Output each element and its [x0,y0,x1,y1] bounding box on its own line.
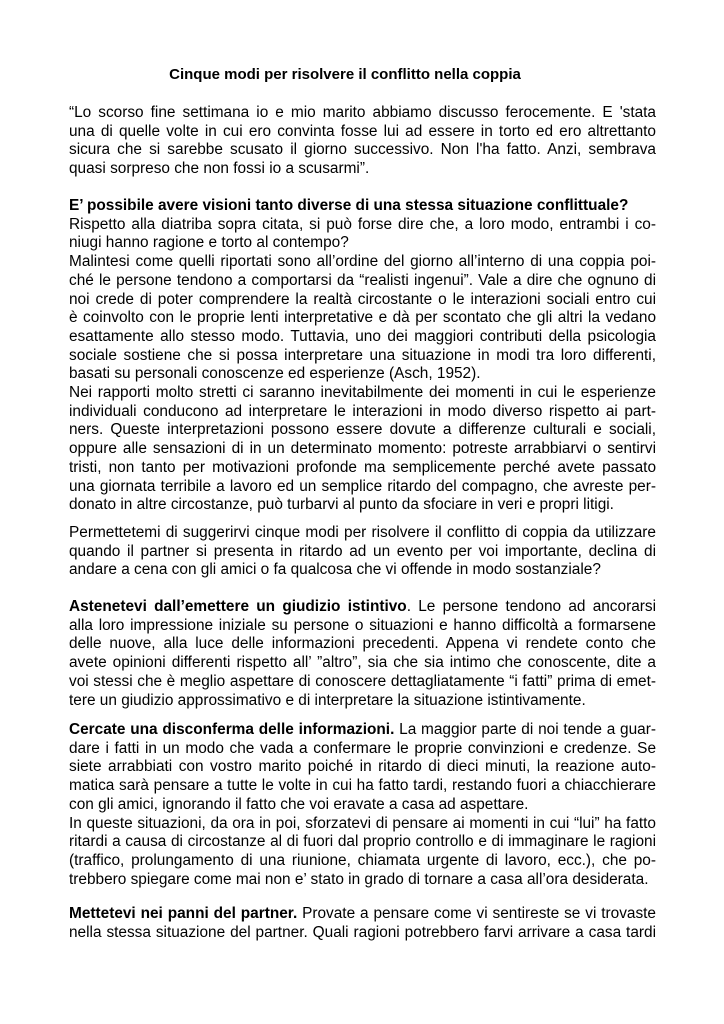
text-line: Rispetto alla diatriba sopra citata, si può forse dire che, a loro modo, entrambi i co- [69,215,656,233]
section-1-heading: E’ possibile avere visioni tanto diverse di una stessa situazione conflittuale? [69,197,629,214]
text-line: individuali conducono ad interpretare le interazioni in modo diverso rispetto ai part- [69,402,656,420]
text-line: una di quelle volte in cui ero convinta fosse lui ad essere in torto ed ero altrettanto [69,122,656,140]
five-ways-intro-paragraph [69,524,656,580]
text-line: tristi, non tanto per motivazioni profonde ma semplicemente perché avete passato [69,458,656,476]
text-line: noi crede di poter comprendere la realtà circostante o le interazioni sociali entro cui [69,290,656,308]
text-line: nella stessa situazione del partner. Quali ragioni potrebbero farvi arrivare a casa tardi [69,923,656,941]
text-line: sociale sostiene che si possa interpretare una situazione in modi tra loro differenti, [69,346,656,364]
text-line: esattamente allo stesso modo. Tuttavia, uno dei maggiori contributi della psicologia [69,327,656,345]
text-line: una giornata terribile a lavoro ed un semplice ritardo del compagno, che avreste per- [69,477,656,495]
document-title: Cinque modi per risolvere il conflitto nella coppia [169,66,521,83]
text-line: quando il partner si presenta in ritardo ad un evento per voi importante, declina di [69,542,656,560]
text-line: niugi hanno ragione e torto al contempo? [69,234,349,252]
text-line: donato in altre circostanze, può turbarvi al punto da sfociare in veri e propri litigi. [69,496,614,514]
text-line: è coinvolto con le proprie lenti interpretative e dà per scontato che gli altri la vedano [69,309,656,327]
tip-2-paragraph [69,721,656,889]
text-line: andare a cena con gli amici o fa qualcosa che vi offende in modo sostanziale? [69,561,601,579]
tip-3-paragraph [69,905,656,942]
text-line: (traffico, prolungamento di una riunione, chiamata urgente di lavoro, ecc.), che po- [69,851,656,869]
text-line: Nei rapporti molto stretti ci saranno inevitabilmente dei momenti in cui le esperienze [69,384,656,402]
text-line: voi stessi che è meglio aspettare di conoscere dettagliatamente “i fatti” prima di emet- [69,672,656,690]
text-line: basati su personali conoscenze ed esperienze (Asch, 1952). [69,365,481,383]
text-line: quasi sorpreso che non fossi io a scusarmi”. [69,160,370,178]
text-line: ners. Queste interpretazioni possono essere dovute a differenze culturali e sociali, [69,421,656,439]
text-line: Malintesi come quelli riportati sono all’ordine del giorno all’interno di una coppia poi- [69,253,656,271]
text-line: siete arrabbiati con vostro marito poiché in ritardo di dieci minuti, la reazione auto- [69,758,656,776]
text-line: ritardi a causa di circostanze al di fuori dal proprio controllo e di immaginare le ragioni [69,833,656,851]
text-line: “Lo scorso fine settimana io e mio marito abbiamo discusso ferocemente. E 'stata [69,104,656,121]
text-line: avete opinioni differenti rispetto all’ ”altro”, sia che sia intimo che conoscente, dite a [69,654,656,672]
text-line: alla loro impressione iniziale su persone o situazioni e hanno difficoltà a formarsene [69,616,656,634]
section-1 [69,197,656,515]
text-line: sicura che si sarebbe scusato il giorno successivo. Non l'ha fatto. Anzi, sembrava [69,141,656,159]
text-line: Permettetemi di suggerirvi cinque modi per risolvere il conflitto di coppia da utilizzare [69,524,656,541]
text-line: delle nuove, alla luce delle informazioni precedenti. Appena vi rendete conto che [69,635,656,653]
tip-1-heading: Astenetevi dall’emettere un giudizio istintivo [69,598,407,615]
tip-2-heading: Cercate una disconferma delle informazioni. [69,721,395,738]
text-line: matica sarà pensare a tutte le volte in cui ha fatto tardi, restando fuori a chiacchierare [69,777,656,795]
text-line: tere un giudizio approssimativo e di interpretare la situazione istintivamente. [69,691,586,709]
text-line: con gli amici, ignorando il fatto che voi eravate a casa ad aspettare. [69,795,529,813]
tip-1-first-line: Astenetevi dall’emettere un giudizio istintivo. Le persone tendono ad ancorarsi [69,598,656,615]
intro-quote-paragraph [69,104,656,179]
text-line: trebbero spiegare come mai non e’ stato in grado di tornare a casa all’ora desiderata. [69,870,649,888]
text-line: In queste situazioni, da ora in poi, sforzatevi di pensare ai momenti in cui “lui” ha fatto [69,814,656,832]
tip-1-paragraph [69,598,656,710]
tip-2-first-line: Cercate una disconferma delle informazioni. La maggior parte di noi tende a guar- [69,721,656,738]
text-line: oppure alle sensazioni di in un determinato momento: potreste arrabbiarvi o sentirvi [69,440,656,458]
tip-3-heading: Mettetevi nei panni del partner. [69,905,298,922]
tip-3-first-line: Mettetevi nei panni del partner. Provate a pensare come vi sentireste se vi trovaste [69,905,656,922]
text-line: dare i fatti in un modo che vada a confermare le proprie convinzioni e credenze. Se [69,739,656,757]
text-line: ché le persone tendono a comportarsi da “realisti ingenui”. Vale a dire che ognuno di [69,271,656,289]
